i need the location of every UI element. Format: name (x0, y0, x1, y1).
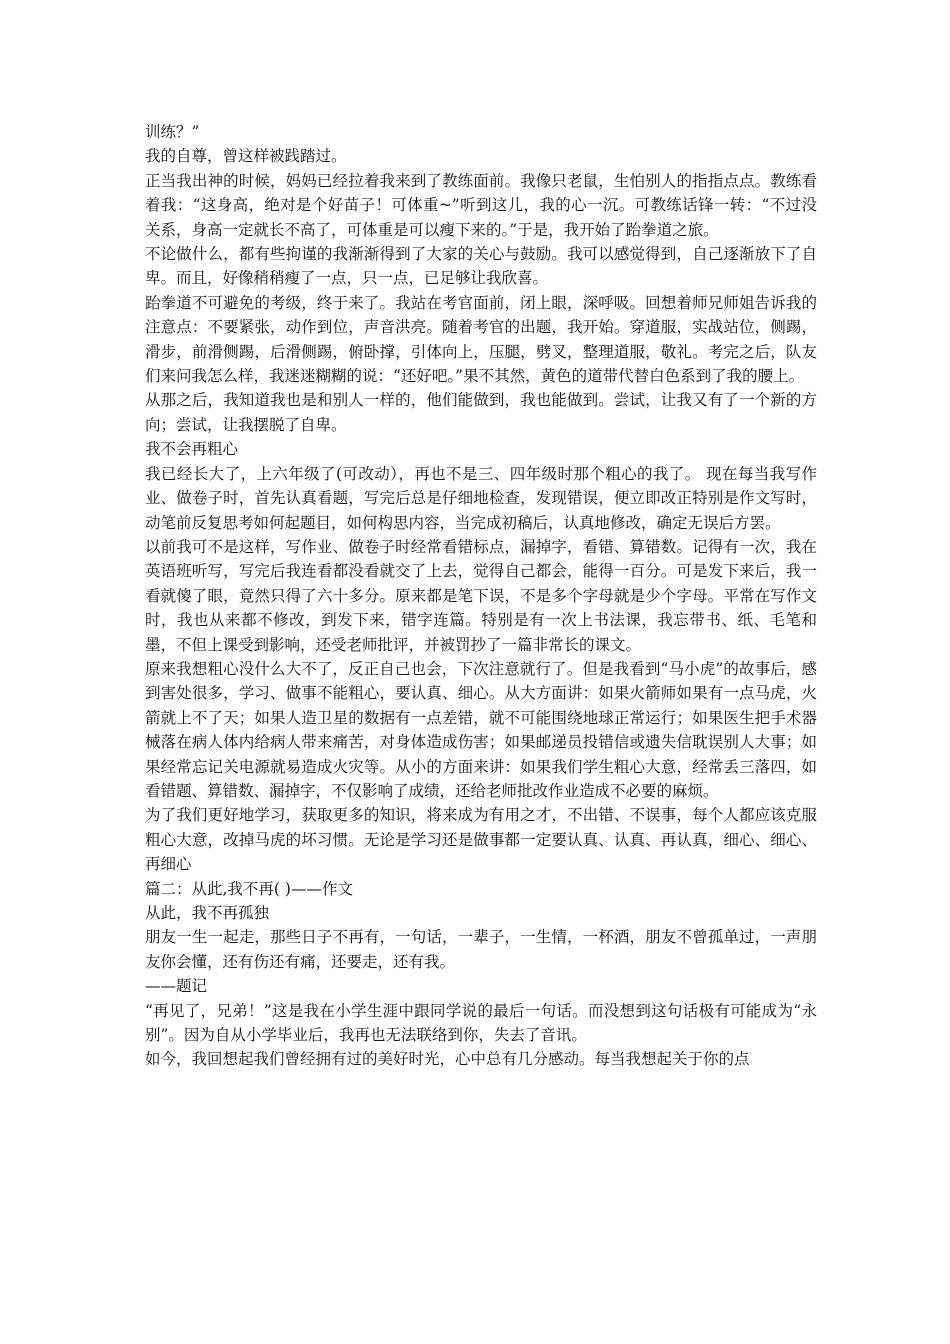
paragraph: 以前我可不是这样，写作业、做卷子时经常看错标点，漏掉字，看错、算错数。记得有一次，我在英语班听写，写完后我连看都没看就交了上去，觉得自己都会，能得一百分。可是发下来后，我一看就傻了眼，竟然只得了六十多分。原来都是笔下误，不是多个字母就是少个字母。平常在写作文时，我也从来都不修改，到发下来，错字连篇。特别是有一次上书法课，我忘带书、纸、毛笔和墨，不但上课受到影响，还受老师批评，并被罚抄了一篇非常长的课文。 (145, 537, 817, 654)
section-heading: 我不会再粗心 (145, 440, 239, 459)
paragraph: 不论做什么，都有些拘谨的我渐渐得到了大家的关心与鼓励。我可以感觉得到，自己逐渐放下了自卑。而且，好像稍稍瘦了一点，只一点，已足够让我欣喜。 (145, 245, 817, 288)
document-page (145, 120, 817, 1072)
paragraph: 原来我想粗心没什么大不了，反正自己也会，下次注意就行了。但是我看到“马小虎”的故事后，感到害处很多，学习、做事不能粗心，要认真、细心。从大方面讲：如果火箭师如果有一点马虎，火箭就上不了天；如果人造卫星的数据有一点差错，就不可能围绕地球正常运行；如果医生把手术器械落在病人体内给病人带来痛苦，对身体造成伤害；如果邮递员投错信或遗失信耽误别人大事；如果经常忘记关电源就易造成火灾等。从小的方面来讲：如果我们学生粗心大意，经常丢三落四，如看错题、算错数、漏掉字，不仅影响了成绩，还给老师批改作业造成不必要的麻烦。 (145, 659, 817, 800)
paragraph: 正当我出神的时候，妈妈已经拉着我来到了教练面前。我像只老鼠，生怕别人的指指点点。教练看着我：“这身高，绝对是个好苗子！可体重~”听到这儿，我的心一沉。可教练话锋一转：“不过没关系，身高一定就长不高了，可体重是可以瘦下来的。”于是，我开始了跆拳道之旅。 (145, 171, 817, 239)
paragraph: 如今，我回想起我们曾经拥有过的美好时光，心中总有几分感动。每当我想起关于你的点 (145, 1050, 750, 1069)
epigraph-signature: ——题记 (145, 977, 208, 996)
chapter-title: 篇二：从此,我不再( )——作文 (145, 879, 353, 898)
paragraph: 跆拳道不可避免的考级，终于来了。我站在考官面前，闭上眼，深呼吸。回想着师兄师姐告诉我的注意点：不要紧张，动作到位，声音洪亮。随着考官的出题，我开始。穿道服，实战站位，侧踢，滑步，前滑侧踢，后滑侧踢，俯卧撑，引体向上，压腿，劈叉，整理道服，敬礼。考完之后，队友们来问我怎么样，我迷迷糊糊的说：“还好吧。”果不其然，黄色的道带代替白色系到了我的腰上。 (145, 293, 817, 386)
section-heading: 从此，我不再孤独 (145, 904, 270, 922)
paragraph: 为了我们更好地学习，获取更多的知识，将来成为有用之才，不出错、不误事，每个人都应该克服粗心大意，改掉马虎的坏习惯。无论是学习还是做事都一定要认真、认真、再认真，细心、细心、再细心 (145, 806, 817, 874)
paragraph: 朋友一生一起走，那些日子不再有，一句话，一辈子，一生情，一杯酒，朋友不曾孤单过，一声朋友你会懂，还有伤还有痛，还要走，还有我。 (145, 928, 817, 971)
paragraph: 我的自尊，曾这样被践踏过。 (145, 147, 347, 166)
paragraph: 我已经长大了，上六年级了(可改动），再也不是三、四年级时那个粗心的我了。 现在每当我写作业、做卷子时，首先认真看题，写完后总是仔细地检查，发现错误，便立即改正特别是作文写时，动笔前反复思考如何起题目，如何构思内容，当完成初稿后，认真地修改，确定无误后方罢。 (145, 464, 817, 532)
paragraph: 训练？” (145, 123, 200, 141)
paragraph: “再见了，兄弟！”这是我在小学生涯中跟同学说的最后一句话。而没想到这句话极有可能成为“永别”。因为自从小学毕业后，我再也无法联络到你，失去了音讯。 (145, 1001, 817, 1045)
paragraph: 从那之后，我知道我也是和别人一样的，他们能做到，我也能做到。尝试，让我又有了一个新的方向；尝试，让我摆脱了自卑。 (145, 391, 817, 434)
